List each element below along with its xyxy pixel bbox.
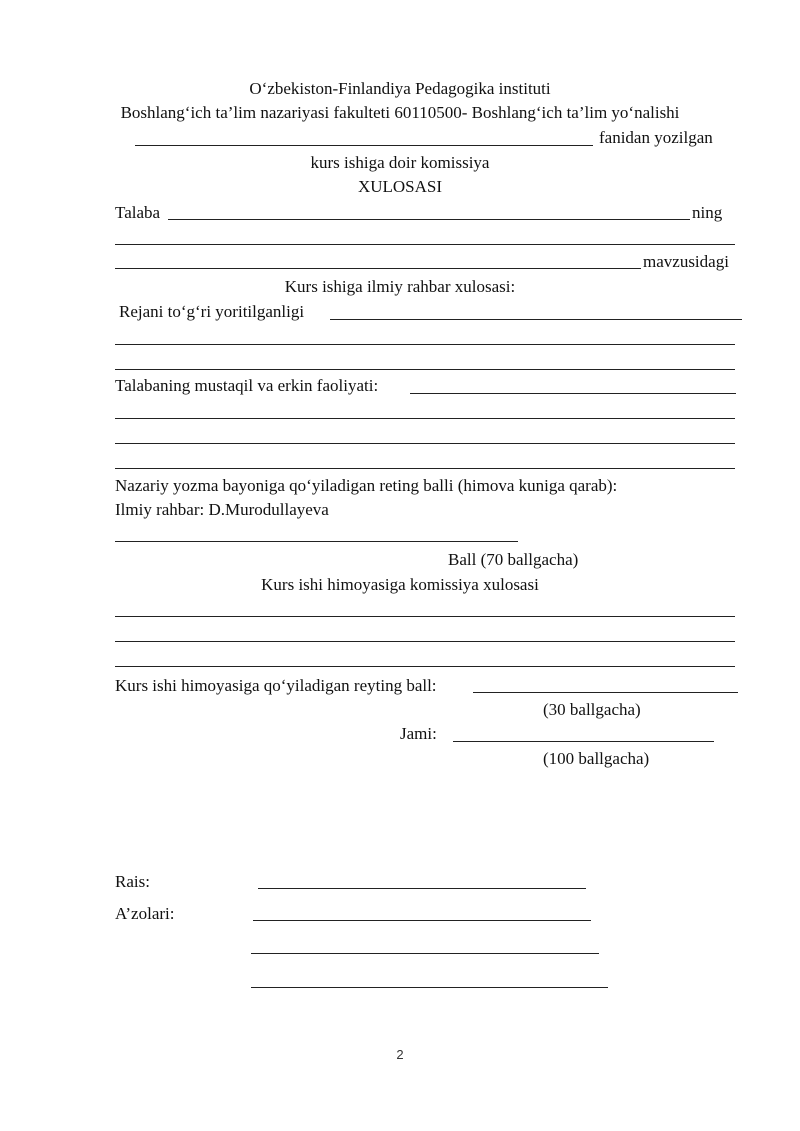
defense-label: Kurs ishi himoyasiga qo‘yiladigan reyting ball: (115, 676, 437, 695)
subject-blank[interactable] (135, 145, 593, 146)
advisor-heading: Kurs ishiga ilmiy rahbar xulosasi: (284, 277, 516, 296)
faculty-line: Boshlang‘ich ta’lim nazariyasi fakulteti 60110500- Boshlang‘ich ta’lim yo‘nalishi (120, 103, 680, 122)
document-title: XULOSASI (357, 177, 443, 196)
member-signature-blank-3[interactable] (251, 987, 608, 988)
advisor-label: Ilmiy rahbar: D.Murodullayeva (115, 500, 329, 519)
defense-score-blank[interactable] (473, 692, 738, 693)
plan-label: Rejani to‘g‘ri yoritilganligi (119, 302, 305, 321)
commission-line: kurs ishiga doir komissiya (310, 153, 490, 172)
advisor-signature-blank[interactable] (115, 541, 518, 542)
institute-name: O‘zbekiston-Finlandiya Pedagogika instituti (249, 79, 551, 98)
defense-note: (30 ballgacha) (543, 700, 641, 719)
advisor-ball-note: Ball (70 ballgacha) (448, 550, 579, 569)
chair-signature-blank[interactable] (258, 888, 586, 889)
student-label: Talaba (115, 203, 161, 222)
independence-blank-3[interactable] (115, 443, 735, 444)
independence-blank[interactable] (410, 393, 736, 394)
total-label: Jami: (400, 724, 437, 743)
topic-blank-1[interactable] (115, 244, 735, 245)
independence-blank-2[interactable] (115, 418, 735, 419)
plan-blank[interactable] (330, 319, 742, 320)
rating-label: Nazariy yozma bayoniga qo‘yiladigan reting balli (himova kuniga qarab): (115, 476, 618, 495)
total-score-blank[interactable] (453, 741, 714, 742)
independence-label: Talabaning mustaqil va erkin faoliyati: (115, 376, 379, 395)
topic-blank-2[interactable] (115, 268, 641, 269)
commission-blank-1[interactable] (115, 616, 735, 617)
commission-heading: Kurs ishi himoyasiga komissiya xulosasi (261, 575, 539, 594)
chair-label: Rais: (115, 872, 150, 891)
subject-suffix: fanidan yozilgan (599, 128, 713, 147)
student-suffix: ning (692, 203, 723, 222)
student-name-blank[interactable] (168, 219, 690, 220)
total-note: (100 ballgacha) (543, 749, 650, 768)
members-label: A’zolari: (115, 904, 175, 923)
page-number: 2 (396, 1047, 404, 1062)
member-signature-blank-2[interactable] (251, 953, 599, 954)
member-signature-blank-1[interactable] (253, 920, 591, 921)
plan-blank-2[interactable] (115, 344, 735, 345)
commission-blank-2[interactable] (115, 641, 735, 642)
independence-blank-4[interactable] (115, 468, 735, 469)
topic-suffix: mavzusidagi (643, 252, 729, 271)
commission-blank-3[interactable] (115, 666, 735, 667)
plan-blank-3[interactable] (115, 369, 735, 370)
